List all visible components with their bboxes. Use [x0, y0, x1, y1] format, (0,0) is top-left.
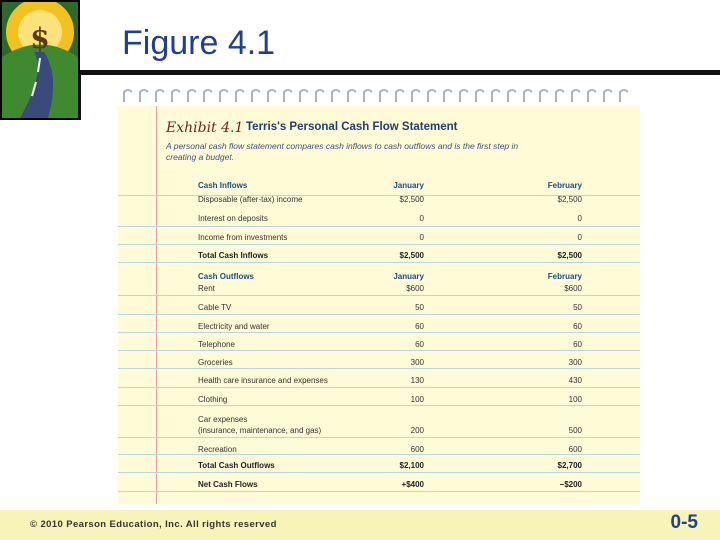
table-row: Groceries 300 300 — [118, 351, 640, 369]
title-rule-vertical — [78, 74, 81, 120]
table-row: Car expenses (insurance, maintenance, and gas) 200 500 — [118, 406, 640, 438]
road-dollar-logo-icon — [0, 0, 80, 120]
table-row: Telephone 60 60 — [118, 333, 640, 351]
net-cash-flows-row: Net Cash Flows +$400 −$200 — [118, 473, 640, 492]
inflows-total-row: Total Cash Inflows $2,500 $2,500 — [118, 245, 640, 263]
table-row: Electricity and water 60 60 — [118, 315, 640, 333]
outflows-total-row: Total Cash Outflows $2,100 $2,700 — [118, 455, 640, 473]
copyright-text: © 2010 Pearson Education, Inc. All rights reserved — [30, 519, 277, 530]
slide-footer — [0, 510, 720, 540]
exhibit-title: Terris's Personal Cash Flow Statement — [246, 121, 458, 133]
table-row: Income from investments 0 0 — [118, 227, 640, 245]
exhibit-caption: A personal cash flow statement compares cash inflows to cash outflows and is the first step in creating a budget. — [166, 141, 519, 162]
table-row: Cable TV 50 50 — [118, 296, 640, 315]
svg-text:$: $ — [30, 22, 50, 55]
table-row: Interest on deposits 0 0 — [118, 208, 640, 227]
slide-title: Figure 4.1 — [122, 24, 276, 62]
page-number: 0-5 — [670, 512, 698, 533]
inflows-header-row: Cash Inflows January February — [118, 178, 640, 196]
table-row: Clothing 100 100 — [118, 388, 640, 406]
exhibit-notepad — [118, 86, 640, 504]
title-rule — [80, 70, 720, 75]
outflows-header-row: Cash Outflows January February Rent $600 $600 — [118, 263, 640, 296]
table-row: Disposable (after-tax) income $2,500 $2,500 — [198, 195, 582, 204]
spiral-rings — [118, 86, 640, 106]
table-row: Recreation 600 600 — [118, 438, 640, 455]
table-row: Health care insurance and expenses 130 430 — [118, 369, 640, 388]
exhibit-label: Exhibit 4.1 — [166, 120, 244, 136]
